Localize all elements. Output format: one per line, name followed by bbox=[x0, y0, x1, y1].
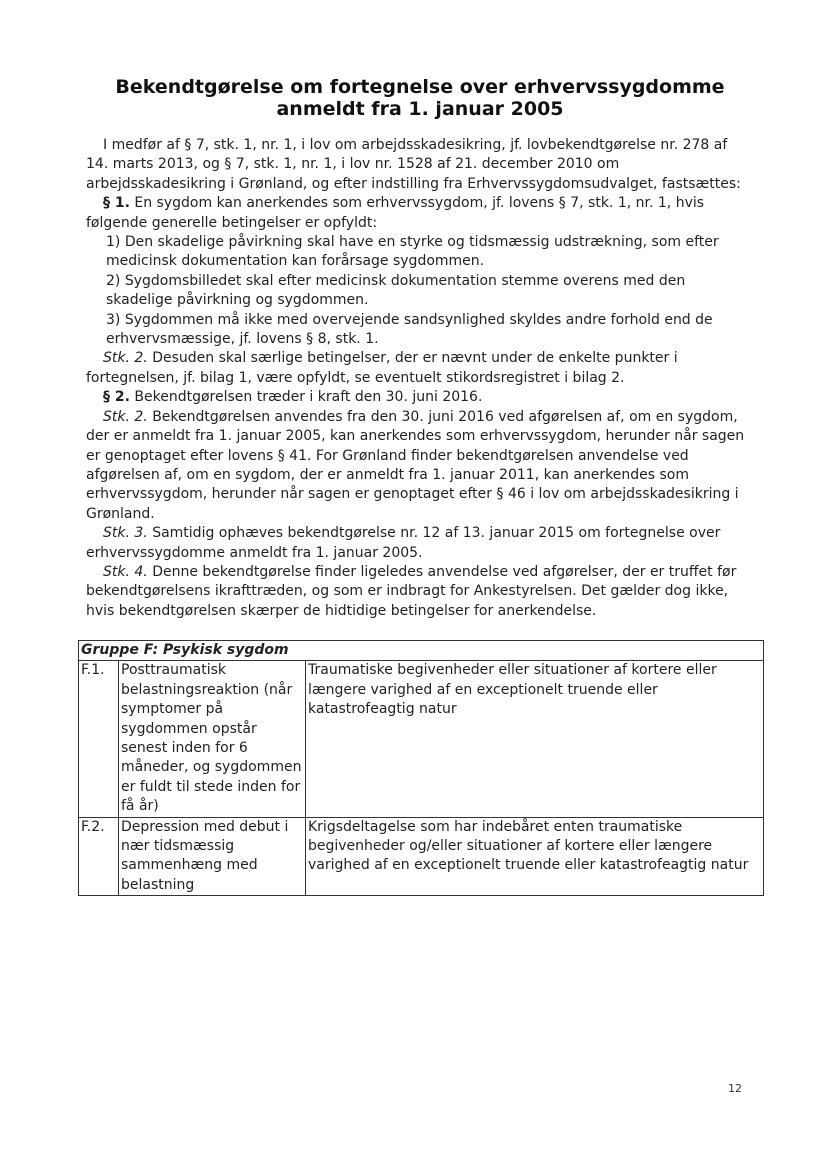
section-2 bbox=[86, 388, 753, 407]
document-body bbox=[86, 136, 753, 621]
table-row bbox=[79, 817, 764, 896]
title-line-2: anmeldt fra 1. januar 2005 bbox=[276, 98, 564, 120]
disease-group-table bbox=[78, 640, 764, 896]
section-2-stk-2-text: Bekendtgørelsen anvendes fra den 30. juni 2016 ved afgørelsen af, om en sygdom, der er anmeldt fra 1. januar 2005, kan anerkendes som erhvervssygdom, herunder når sagen er genoptaget efter lovens § 41. For Grønland finder bekendtgørelsen anvendelse ved afgørelsen af, om en sygdom, der er anmeldt fra 1. januar 2011, kan anerkendes som erhvervssygdom, herunder når sagen er genoptaget efter § 46 i lov om arbejdsskadesikring i Grønland. bbox=[86, 408, 745, 522]
section-1-stk-2 bbox=[86, 349, 753, 388]
section-2-stk-3-text: Samtidig ophæves bekendtgørelse nr. 12 af 13. januar 2015 om fortegnelse over erhvervssygdomme anmeldt fra 1. januar 2005. bbox=[86, 525, 721, 561]
section-2-mark: § 2. bbox=[103, 389, 130, 406]
row-exposure: Traumatiske begivenheder eller situationer af kortere eller længere varighed af en exceptionelt truende eller katastrofeagtig natur bbox=[306, 661, 764, 817]
section-1-stk-2-mark: Stk. 2. bbox=[103, 350, 148, 367]
section-2-stk-3-mark: Stk. 3. bbox=[103, 525, 148, 542]
section-2-stk-4-text: Denne bekendtgørelse finder ligeledes anvendelse ved afgørelser, der er truffet før bekendtgørelsens ikrafttræden, og som er indbragt for Ankestyrelsen. Det gælder dog ikke, hvis bekendtgørelsen skærper de hidtidige betingelser for anerkendelse. bbox=[86, 563, 737, 619]
section-1-mark: § 1. bbox=[103, 195, 130, 212]
condition-item-3: 3) Sygdommen må ikke med overvejende sandsynlighed skyldes andre forhold end de erhvervsmæssige, jf. lovens § 8, stk. 1. bbox=[106, 311, 713, 348]
row-disease: Depression med debut i nær tidsmæssig sammenhæng med belastning bbox=[119, 817, 306, 896]
section-1-text: En sygdom kan anerkendes som erhvervssygdom, jf. lovens § 7, stk. 1, nr. 1, hvis følgende generelle betingelser er opfyldt: bbox=[86, 195, 705, 231]
table-header-row bbox=[79, 641, 764, 661]
condition-item-1: 1) Den skadelige påvirkning skal have en styrke og tidsmæssig udstrækning, som efter medicinsk dokumentation kan forårsage sygdommen. bbox=[106, 234, 719, 270]
page-number: 12 bbox=[728, 1082, 742, 1095]
section-1-stk-2-text: Desuden skal særlige betingelser, der er nævnt under de enkelte punkter i fortegnelsen, jf. bilag 1, være opfyldt, se eventuelt stikordsregistret i bilag 2. bbox=[86, 350, 678, 386]
row-exposure: Krigsdeltagelse som har indebåret enten traumatiske begivenheder og/eller situationer af kortere eller længere varighed af en exceptionelt truende eller katastrofeagtig natur bbox=[306, 817, 764, 896]
row-code: F.2. bbox=[79, 817, 119, 896]
condition-item-2: 2) Sygdomsbilledet skal efter medicinsk dokumentation stemme overens med den skadelige påvirkning og sygdommen. bbox=[106, 272, 686, 309]
section-2-stk-2 bbox=[86, 408, 753, 524]
document-title bbox=[80, 76, 760, 120]
table-row bbox=[79, 661, 764, 817]
section-2-stk-4-mark: Stk. 4. bbox=[103, 563, 148, 580]
preamble: I medfør af § 7, stk. 1, nr. 1, i lov om arbejdsskadesikring, jf. lovbekendtgørelse nr. 278 af 14. marts 2013, og § 7, stk. 1, nr. 1, i lov nr. 1528 af 21. december 2010 om arbejdsskadesikring i Grønland, og efter indstilling fra Erhvervssygdomsudvalget, fastsættes: bbox=[86, 137, 741, 192]
section-1 bbox=[86, 194, 753, 233]
section-2-stk-3 bbox=[86, 524, 753, 563]
section-2-stk-4 bbox=[86, 563, 753, 621]
row-code: F.1. bbox=[79, 661, 119, 817]
title-line-1: Bekendtgørelse om fortegnelse over erhvervssygdomme bbox=[115, 76, 725, 98]
section-2-stk-2-mark: Stk. 2. bbox=[103, 408, 148, 425]
section-2-text: Bekendtgørelsen træder i kraft den 30. juni 2016. bbox=[129, 389, 483, 406]
group-header: Gruppe F: Psykisk sygdom bbox=[79, 641, 764, 661]
row-disease: Posttraumatisk belastningsreaktion (når symptomer på sygdommen opstår senest inden for 6 måneder, og sygdommen er fuldt til stede inden for få år) bbox=[119, 661, 306, 817]
